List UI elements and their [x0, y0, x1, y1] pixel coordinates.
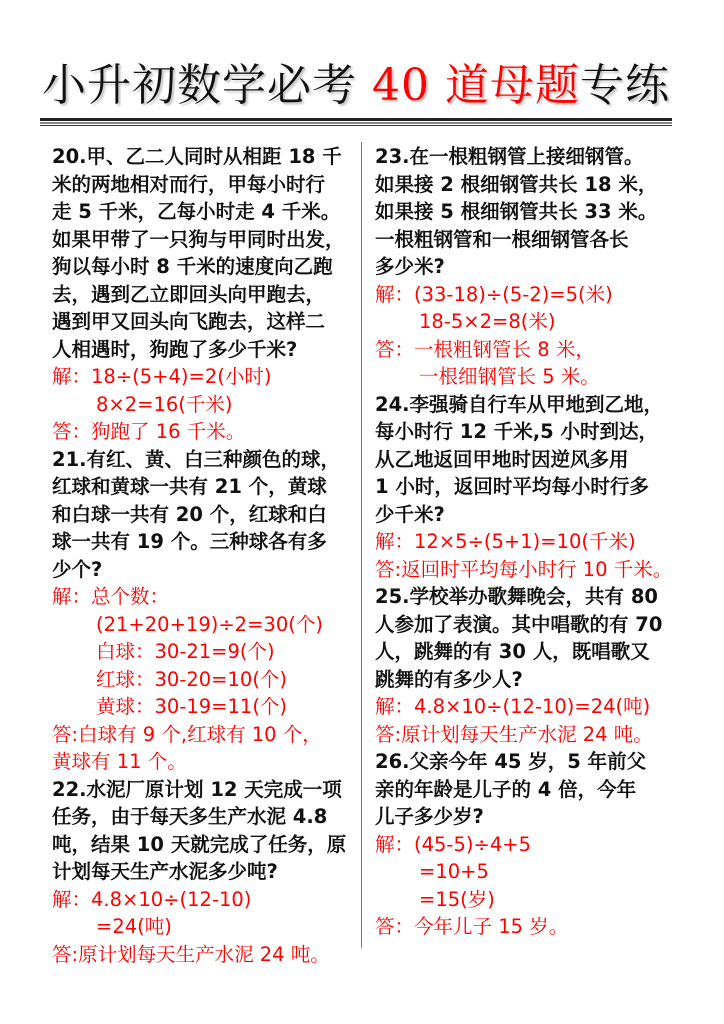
answer-line	[375, 336, 705, 364]
answer-line: 一根细钢管长 5 米。	[419, 365, 600, 388]
question-line: 少千米?	[375, 502, 445, 526]
solution-line	[375, 281, 705, 309]
solution-line: =15(岁)	[419, 887, 495, 911]
question-line: 儿子多少岁?	[375, 805, 484, 828]
solution-line	[375, 528, 705, 556]
answer-text: 原计划每天生产水泥 24 吨。	[401, 722, 653, 746]
answer-text: 白球有 9 个,红球有 10 个，	[78, 722, 322, 746]
answer-line	[375, 913, 705, 941]
left-column	[52, 143, 358, 968]
question-line: 如果甲带了一只狗与甲同时出发，	[52, 227, 345, 251]
question-line: 人参加了表演。其中唱歌的有 70	[375, 612, 663, 636]
answer-label: 答：	[375, 337, 415, 361]
question-line: 如果接 5 根细钢管共长 33 米。	[375, 200, 658, 223]
problem-22	[52, 776, 358, 969]
problem-24	[375, 391, 705, 584]
solution-line: =24(吨)	[96, 915, 172, 938]
answer-line: 黄球有 11 个。	[52, 750, 187, 773]
solution-label: 解：	[375, 282, 415, 306]
answer-label: 答:	[52, 722, 79, 746]
answer-label: 答:	[52, 942, 79, 966]
question-line: 少个?	[52, 557, 103, 581]
solution-line: 8×2=16(千米)	[96, 392, 233, 416]
problem-23	[375, 143, 705, 391]
solution-line: 18-5×2=8(米)	[419, 310, 556, 333]
title-underline-mid	[40, 122, 672, 124]
solution-line	[375, 693, 705, 721]
question-line: 22.水泥厂原计划 12 天完成一项	[52, 777, 342, 801]
solution-line	[52, 886, 358, 914]
title-part-1: 小升初数学必考	[42, 60, 372, 111]
question-line: 走 5 千米，乙每小时走 4 千米。	[52, 200, 341, 223]
question-line: 去，遇到乙立即回头向甲跑去，	[52, 282, 326, 306]
solution-line	[52, 363, 358, 391]
question-line: 人相遇时，狗跑了多少千米?	[52, 337, 298, 361]
question-line: 23.在一根粗钢管上接细钢管。	[375, 145, 644, 168]
question-line: 25.学校举办歌舞晚会，共有 80	[375, 585, 658, 608]
problem-20	[52, 143, 358, 446]
solution-label: 解：	[52, 585, 92, 608]
problem-25	[375, 583, 705, 748]
solution-text: 18÷(5+4)=2(小时)	[91, 365, 272, 388]
title-underline-thick	[40, 118, 672, 121]
question-line: 多少米?	[375, 255, 445, 278]
answer-line	[375, 721, 705, 749]
solution-line	[52, 583, 358, 611]
question-line: 米的两地相对而行，甲每小时行	[52, 172, 326, 196]
solution-line: 黄球：30-19=11(个)	[96, 695, 288, 718]
title-part-2-highlight: 40 道母题	[372, 60, 580, 111]
solution-line: 红球：30-20=10(个)	[96, 667, 288, 691]
question-line: 20.甲、乙二人同时从相距 18 千	[52, 145, 342, 168]
solution-text: 4.8×10÷(12-10)=24(吨)	[414, 695, 651, 718]
solution-line	[375, 831, 705, 859]
question-line: 如果接 2 根细钢管共长 18 米，	[375, 172, 658, 196]
question-line: 吨，结果 10 天就完成了任务，原	[52, 832, 347, 856]
question-line: 球一共有 19 个。三种球各有多	[52, 530, 327, 553]
problem-21	[52, 446, 358, 776]
question-line: 和白球一共有 20 个，红球和白	[52, 502, 327, 526]
answer-line	[52, 418, 358, 446]
answer-line	[375, 556, 705, 584]
solution-label: 解：	[52, 887, 92, 911]
problem-26	[375, 748, 705, 941]
solution-label: 解：	[375, 695, 415, 718]
question-line: 一根粗钢管和一根细钢管各长	[375, 227, 629, 251]
solution-label: 解：	[52, 365, 92, 388]
question-line: 红球和黄球一共有 21 个，黄球	[52, 475, 327, 498]
solution-text: 12×5÷(5+1)=10(千米)	[414, 530, 636, 553]
answer-text: 原计划每天生产水泥 24 吨。	[78, 942, 330, 966]
answer-label: 答:	[375, 557, 402, 581]
question-line: 人，跳舞的有 30 人，既唱歌又	[375, 640, 650, 663]
question-line: 任务，由于每天多生产水泥 4.8	[52, 805, 328, 828]
question-line: 亲的年龄是儿子的 4 倍，今年	[375, 777, 637, 801]
answer-label: 答：	[375, 915, 415, 938]
question-line: 狗以每小时 8 千米的速度向乙跑	[52, 255, 333, 278]
question-line: 跳舞的有多少人?	[375, 667, 523, 691]
solution-text: 总个数：	[91, 585, 170, 608]
solution-label: 解：	[375, 530, 415, 553]
solution-line: =10+5	[419, 860, 489, 883]
answer-line	[52, 941, 358, 969]
answer-text: 狗跑了 16 千米。	[91, 420, 246, 443]
solution-line: 白球：30-21=9(个)	[96, 640, 275, 663]
column-divider	[361, 142, 362, 948]
question-line: 计划每天生产水泥多少吨?	[52, 860, 278, 883]
answer-label: 答:	[375, 722, 402, 746]
question-line: 遇到甲又回头向飞跑去，这样二	[52, 310, 326, 333]
answer-text: 一根粗钢管长 8 米，	[414, 337, 595, 361]
answer-text: 今年儿子 15 岁。	[414, 915, 569, 938]
right-column	[375, 143, 705, 941]
solution-text: 4.8×10÷(12-10)	[91, 887, 252, 911]
answer-label: 答：	[52, 420, 92, 443]
title-underline-thin	[40, 125, 672, 126]
question-line: 26.父亲今年 45 岁，5 年前父	[375, 750, 647, 773]
solution-text: (45-5)÷4+5	[414, 832, 531, 856]
question-line: 1 小时，返回时平均每小时行多	[375, 475, 649, 498]
question-line: 21.有红、黄、白三种颜色的球，	[52, 447, 341, 471]
question-line: 从乙地返回甲地时因逆风多用	[375, 447, 629, 471]
title-part-3: 专练	[579, 60, 670, 111]
page-title	[40, 58, 672, 114]
solution-label: 解：	[375, 832, 415, 856]
question-line: 每小时行 12 千米,5 小时到达，	[375, 420, 658, 443]
solution-line: (21+20+19)÷2=30(个)	[96, 612, 323, 636]
solution-text: (33-18)÷(5-2)=5(米)	[414, 282, 613, 306]
answer-line	[52, 721, 358, 749]
answer-text: 返回时平均每小时行 10 千米。	[401, 557, 673, 581]
question-line: 24.李强骑自行车从甲地到乙地，	[375, 392, 664, 416]
